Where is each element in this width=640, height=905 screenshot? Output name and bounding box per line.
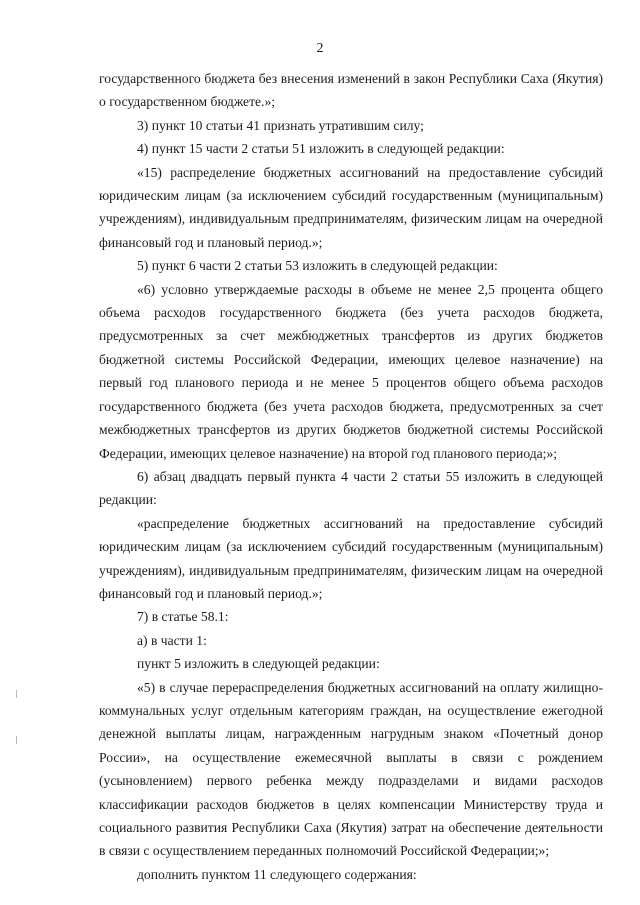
paragraph-item-5: 5) пункт 6 части 2 статьи 53 изложить в следующей редакции: bbox=[137, 258, 498, 274]
scan-mark bbox=[16, 690, 17, 698]
paragraph-subitem-a: а) в части 1: bbox=[137, 632, 207, 648]
paragraph-quoted-distribution: «распределение бюджетных ассигнований на предоставление субсидий юридическим лицам (за исключением субсидий государственным (муниципальным) учреждениям), индивидуальным предпринимателям, физическим лицам на очередной финансовый год и плановый период.»; bbox=[99, 515, 603, 601]
paragraph-point-5-intro: пункт 5 изложить в следующей редакции: bbox=[137, 656, 380, 672]
scan-mark bbox=[16, 736, 17, 744]
paragraph-item-6: 6) абзац двадцать первый пункта 4 части 2 статьи 55 изложить в следующей редакции: bbox=[99, 468, 603, 508]
paragraph-quoted-point-15: «15) распределение бюджетных ассигнований на предоставление субсидий юридическим лицам (за исключением субсидий государственным (муниципальным) учреждениям), индивидуальным предпринимателям, физическим лицам на очередной финансовый год и плановый период.»; bbox=[99, 164, 603, 250]
paragraph-quoted-point-5: «5) в случае перераспределения бюджетных ассигнований на оплату жилищно-коммунальных услуг отдельным категориям граждан, на осуществление ежегодной денежной выплаты лицам, награжденным нагрудным знаком «Почетный донор России», на осуществление ежемесячной выплаты в связи с рождением (усыновлением) первого ребенка между подразделами и видами расходов классификации расходов бюджетов в целях компенсации Министерству труда и социального развития Республики Саха (Якутия) затрат на обеспечение деятельности в связи с осуществлением переданных полномочий Российской Федерации;»; bbox=[99, 679, 603, 859]
paragraph-add-point-11: дополнить пунктом 11 следующего содержания: bbox=[137, 866, 417, 882]
paragraph-item-4: 4) пункт 15 части 2 статьи 51 изложить в следующей редакции: bbox=[137, 141, 505, 157]
page-number: 2 bbox=[316, 41, 324, 56]
paragraph-item-7: 7) в статье 58.1: bbox=[137, 609, 229, 625]
paragraph-item-3: 3) пункт 10 статьи 41 признать утратившим силу; bbox=[137, 117, 424, 133]
paragraph-quoted-point-6: «6) условно утверждаемые расходы в объеме не менее 2,5 процента общего объема расходов государственного бюджета (без учета расходов бюджета, предусмотренных за счет межбюджетных трансфертов из других бюджетов бюджетной системы Российской Федерации, имеющих целевое назначение) на первый год планового периода и не менее 5 процентов общего объема расходов государственного бюджета (без учета расходов бюджета, предусмотренных за счет межбюджетных трансфертов из других бюджетов бюджетной системы Российской Федерации, имеющих целевое назначение) на второй год планового периода;»; bbox=[99, 281, 603, 461]
document-body bbox=[99, 67, 603, 886]
paragraph-budget-law-continuation: государственного бюджета без внесения изменений в закон Республики Саха (Якутия) о государственном бюджете.»; bbox=[99, 71, 603, 110]
